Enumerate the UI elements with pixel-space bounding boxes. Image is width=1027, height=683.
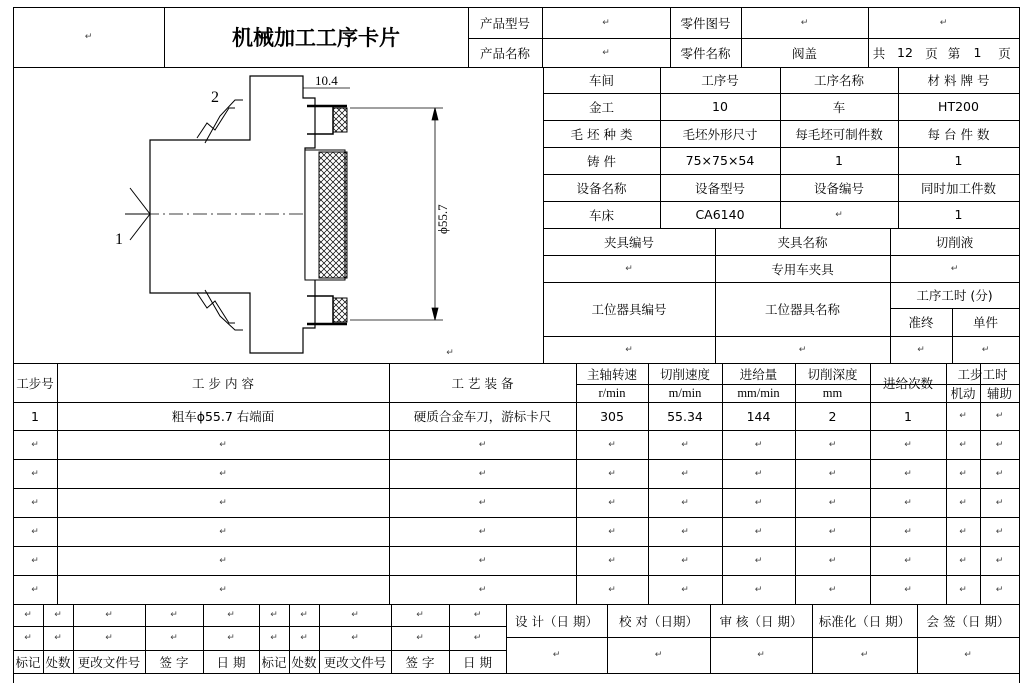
info-cell: 毛坯外形尺寸 bbox=[682, 126, 758, 142]
para-mark: ↵ bbox=[681, 526, 689, 537]
para-mark: ↵ bbox=[828, 439, 837, 450]
para-mark: ↵ bbox=[757, 650, 765, 660]
part-drawing bbox=[15, 68, 543, 363]
para-mark: ↵ bbox=[105, 633, 113, 643]
para-mark: ↵ bbox=[31, 497, 39, 508]
table-rule bbox=[13, 673, 1019, 674]
header-feed-unit: mm/min bbox=[737, 385, 780, 400]
info-cell: HT200 bbox=[938, 99, 979, 114]
para-mark: ↵ bbox=[959, 497, 967, 508]
para-mark: ↵ bbox=[608, 439, 616, 450]
para-mark: ↵ bbox=[798, 344, 807, 355]
para-mark: ↵ bbox=[31, 468, 39, 479]
step-cell: 1 bbox=[904, 408, 912, 424]
para-mark: ↵ bbox=[828, 584, 837, 595]
step-cell: 硬质合金车刀，游标卡尺 bbox=[413, 409, 552, 424]
para-mark: ↵ bbox=[625, 263, 633, 274]
fixture-name-label: 夹具名称 bbox=[777, 234, 828, 250]
footer-label: 签 字 bbox=[159, 654, 189, 670]
footer-label: 更改文件号 bbox=[323, 654, 387, 670]
page-count: 第 bbox=[947, 45, 961, 61]
info-cell: 1 bbox=[835, 153, 843, 168]
para-mark: ↵ bbox=[995, 411, 1004, 421]
station-tool-name-label: 工位器具名称 bbox=[764, 302, 840, 317]
step-cell: 1 bbox=[31, 408, 39, 424]
para-mark: ↵ bbox=[54, 610, 62, 620]
para-mark: ↵ bbox=[995, 584, 1004, 595]
para-mark: ↵ bbox=[828, 468, 837, 479]
para-mark: ↵ bbox=[964, 650, 972, 660]
para-mark: ↵ bbox=[170, 610, 178, 620]
info-cell: 每 台 件 数 bbox=[927, 126, 990, 142]
info-cell: 每毛坯可制件数 bbox=[795, 126, 883, 142]
para-mark: ↵ bbox=[473, 610, 482, 620]
header-feed: 进给量 bbox=[739, 366, 778, 382]
para-mark: ↵ bbox=[754, 439, 763, 450]
sign-off-label: 审 核（日 期） bbox=[719, 613, 803, 629]
para-mark: ↵ bbox=[681, 468, 689, 479]
para-mark: ↵ bbox=[219, 468, 227, 479]
para-mark: ↵ bbox=[995, 468, 1004, 479]
product-name-label: 产品名称 bbox=[479, 45, 530, 61]
header-step-time: 工步工时 bbox=[957, 366, 1008, 382]
para-mark: ↵ bbox=[31, 584, 39, 595]
para-mark: ↵ bbox=[31, 555, 39, 566]
para-mark: ↵ bbox=[904, 555, 912, 566]
step-cell: 144 bbox=[746, 408, 771, 424]
sign-off-label: 会 签（日 期） bbox=[926, 613, 1010, 629]
page-count: 页 bbox=[925, 45, 938, 61]
para-mark: ↵ bbox=[681, 555, 689, 566]
clamp-symbols bbox=[125, 100, 243, 330]
para-mark: ↵ bbox=[754, 584, 763, 595]
para-mark: ↵ bbox=[446, 347, 454, 358]
para-mark: ↵ bbox=[416, 610, 424, 620]
para-mark: ↵ bbox=[828, 526, 837, 537]
header-spindle-unit: r/min bbox=[598, 385, 626, 400]
table-rule bbox=[1019, 363, 1020, 604]
page-count: 1 bbox=[973, 45, 982, 60]
para-mark: ↵ bbox=[219, 526, 227, 537]
para-mark: ↵ bbox=[300, 633, 308, 643]
para-mark: ↵ bbox=[625, 344, 633, 355]
header-equip: 工 艺 装 备 bbox=[451, 375, 514, 391]
header-speed-unit: m/min bbox=[668, 385, 702, 400]
info-cell: 工序号 bbox=[701, 73, 739, 88]
header-passes: 进给次数 bbox=[882, 375, 933, 391]
info-cell: 车 bbox=[832, 99, 846, 115]
table-rule bbox=[1019, 604, 1020, 673]
para-mark: ↵ bbox=[478, 584, 487, 595]
para-mark: ↵ bbox=[981, 344, 990, 355]
page-count: 12 bbox=[897, 45, 913, 60]
para-mark: ↵ bbox=[473, 633, 482, 643]
para-mark: ↵ bbox=[904, 439, 912, 450]
para-mark: ↵ bbox=[478, 497, 487, 508]
header-step-no: 工步号 bbox=[16, 375, 54, 391]
para-mark: ↵ bbox=[835, 209, 843, 220]
para-mark: ↵ bbox=[608, 497, 616, 508]
header-aux: 辅助 bbox=[986, 386, 1012, 401]
info-cell: 工序名称 bbox=[813, 73, 864, 88]
para-mark: ↵ bbox=[608, 526, 616, 537]
para-mark: ↵ bbox=[270, 610, 278, 620]
para-mark: ↵ bbox=[478, 526, 487, 537]
coolant-label: 切削液 bbox=[935, 234, 974, 250]
callout-2: 2 bbox=[211, 89, 219, 106]
para-mark: ↵ bbox=[31, 439, 39, 450]
para-mark: ↵ bbox=[219, 439, 227, 450]
info-cell: 设备编号 bbox=[813, 180, 864, 196]
para-mark: ↵ bbox=[608, 584, 616, 595]
para-mark: ↵ bbox=[681, 497, 689, 508]
header-spindle: 主轴转速 bbox=[586, 366, 637, 382]
header-depth-unit: mm bbox=[822, 385, 843, 400]
footer-label: 更改文件号 bbox=[77, 654, 141, 670]
para-mark: ↵ bbox=[681, 439, 689, 450]
dim-top-label: 10.4 bbox=[315, 73, 338, 88]
para-mark: ↵ bbox=[904, 584, 912, 595]
para-mark: ↵ bbox=[959, 411, 967, 421]
page-count: 页 bbox=[998, 45, 1011, 61]
fixture-name: 专用车夹具 bbox=[771, 261, 834, 277]
sign-off-label: 标准化（日 期） bbox=[818, 613, 911, 629]
para-mark: ↵ bbox=[959, 555, 967, 566]
para-mark: ↵ bbox=[31, 526, 39, 537]
sign-off-label: 设 计（日 期） bbox=[515, 613, 598, 629]
info-cell: 75×75×54 bbox=[685, 153, 755, 168]
dim-dia-label: ϕ55.7 bbox=[435, 204, 450, 234]
para-mark: ↵ bbox=[219, 497, 227, 508]
para-mark: ↵ bbox=[416, 633, 424, 643]
para-mark: ↵ bbox=[904, 526, 912, 537]
info-cell: 1 bbox=[954, 153, 963, 168]
footer-label: 处数 bbox=[45, 654, 71, 670]
step-cell: 粗车ϕ55.7 右端面 bbox=[171, 409, 275, 424]
para-mark: ↵ bbox=[904, 468, 912, 479]
para-mark: ↵ bbox=[227, 610, 235, 620]
footer-label: 日 期 bbox=[216, 654, 246, 670]
header-content: 工 步 内 容 bbox=[192, 375, 254, 391]
para-mark: ↵ bbox=[860, 650, 869, 660]
para-mark: ↵ bbox=[170, 633, 178, 643]
para-mark: ↵ bbox=[939, 17, 948, 28]
prep-label: 准终 bbox=[908, 315, 934, 330]
sign-off-label: 校 对（日期） bbox=[619, 613, 698, 629]
para-mark: ↵ bbox=[995, 555, 1004, 566]
header-depth: 切削深度 bbox=[807, 366, 858, 382]
page-count: 共 bbox=[872, 45, 886, 61]
para-mark: ↵ bbox=[219, 555, 227, 566]
step-cell: 305 bbox=[600, 408, 624, 424]
para-mark: ↵ bbox=[105, 610, 113, 620]
para-mark: ↵ bbox=[608, 468, 616, 479]
para-mark: ↵ bbox=[995, 526, 1004, 537]
chuck-jaws bbox=[305, 106, 347, 324]
product-model-label: 产品型号 bbox=[479, 15, 530, 31]
page-title: 机械加工工序卡片 bbox=[232, 25, 400, 50]
info-cell: 车床 bbox=[588, 207, 614, 223]
footer-label: 日 期 bbox=[463, 654, 492, 670]
para-mark: ↵ bbox=[754, 526, 763, 537]
para-mark: ↵ bbox=[602, 17, 610, 28]
info-cell: 1 bbox=[954, 207, 963, 222]
footer-label: 标记 bbox=[261, 654, 287, 670]
para-mark: ↵ bbox=[300, 610, 308, 620]
para-mark: ↵ bbox=[24, 633, 32, 643]
para-mark: ↵ bbox=[602, 47, 610, 58]
info-cell: 设备型号 bbox=[694, 180, 745, 196]
station-tool-no-label: 工位器具编号 bbox=[591, 302, 667, 317]
part-outline bbox=[150, 76, 315, 353]
info-cell: 设备名称 bbox=[576, 180, 627, 196]
para-mark: ↵ bbox=[478, 468, 487, 479]
header-machine: 机动 bbox=[950, 386, 976, 401]
para-mark: ↵ bbox=[950, 263, 959, 274]
para-mark: ↵ bbox=[24, 610, 32, 620]
info-cell: 车间 bbox=[588, 73, 614, 88]
para-mark: ↵ bbox=[904, 497, 912, 508]
para-mark: ↵ bbox=[681, 584, 689, 595]
info-cell: 毛 坯 种 类 bbox=[570, 126, 633, 142]
para-mark: ↵ bbox=[828, 555, 837, 566]
para-mark: ↵ bbox=[478, 439, 487, 450]
para-mark: ↵ bbox=[351, 633, 359, 643]
info-cell: 铸 件 bbox=[587, 153, 616, 169]
para-mark: ↵ bbox=[552, 650, 561, 660]
footer-label: 标记 bbox=[15, 654, 41, 670]
info-cell: 材 料 牌 号 bbox=[927, 73, 990, 88]
para-mark: ↵ bbox=[754, 468, 763, 479]
para-mark: ↵ bbox=[219, 584, 227, 595]
part-drawing-no-label: 零件图号 bbox=[680, 15, 731, 31]
step-cell: 2 bbox=[828, 408, 837, 424]
part-name-label: 零件名称 bbox=[680, 45, 731, 61]
para-mark: ↵ bbox=[995, 497, 1004, 508]
header-speed: 切削速度 bbox=[659, 366, 710, 382]
fixture-no-label: 夹具编号 bbox=[603, 234, 654, 250]
para-mark: ↵ bbox=[478, 555, 487, 566]
info-cell: 金工 bbox=[588, 99, 614, 115]
step-cell: 55.34 bbox=[667, 408, 703, 424]
para-mark: ↵ bbox=[54, 633, 62, 643]
para-mark: ↵ bbox=[917, 344, 925, 355]
info-cell: 同时加工件数 bbox=[920, 180, 996, 196]
footer-label: 签 字 bbox=[405, 654, 435, 670]
para-mark: ↵ bbox=[828, 497, 837, 508]
para-mark: ↵ bbox=[959, 584, 967, 595]
para-mark: ↵ bbox=[351, 610, 359, 620]
para-mark: ↵ bbox=[227, 633, 235, 643]
table-rule bbox=[1019, 67, 1020, 228]
op-time-label: 工序工时 (分) bbox=[916, 288, 993, 303]
para-mark: ↵ bbox=[959, 468, 967, 479]
para-mark: ↵ bbox=[959, 526, 967, 537]
para-mark: ↵ bbox=[608, 555, 616, 566]
footer-label: 处数 bbox=[291, 654, 317, 670]
callout-1: 1 bbox=[115, 231, 123, 248]
para-mark: ↵ bbox=[754, 497, 763, 508]
para-mark: ↵ bbox=[84, 32, 93, 42]
para-mark: ↵ bbox=[270, 633, 278, 643]
para-mark: ↵ bbox=[995, 439, 1004, 450]
para-mark: ↵ bbox=[654, 650, 663, 660]
info-cell: CA6140 bbox=[695, 207, 745, 222]
para-mark: ↵ bbox=[800, 17, 809, 28]
part-name: 阀盖 bbox=[791, 45, 817, 61]
info-cell: 10 bbox=[712, 99, 728, 114]
para-mark: ↵ bbox=[959, 439, 967, 450]
para-mark: ↵ bbox=[754, 555, 763, 566]
unit-label: 单件 bbox=[972, 315, 998, 330]
